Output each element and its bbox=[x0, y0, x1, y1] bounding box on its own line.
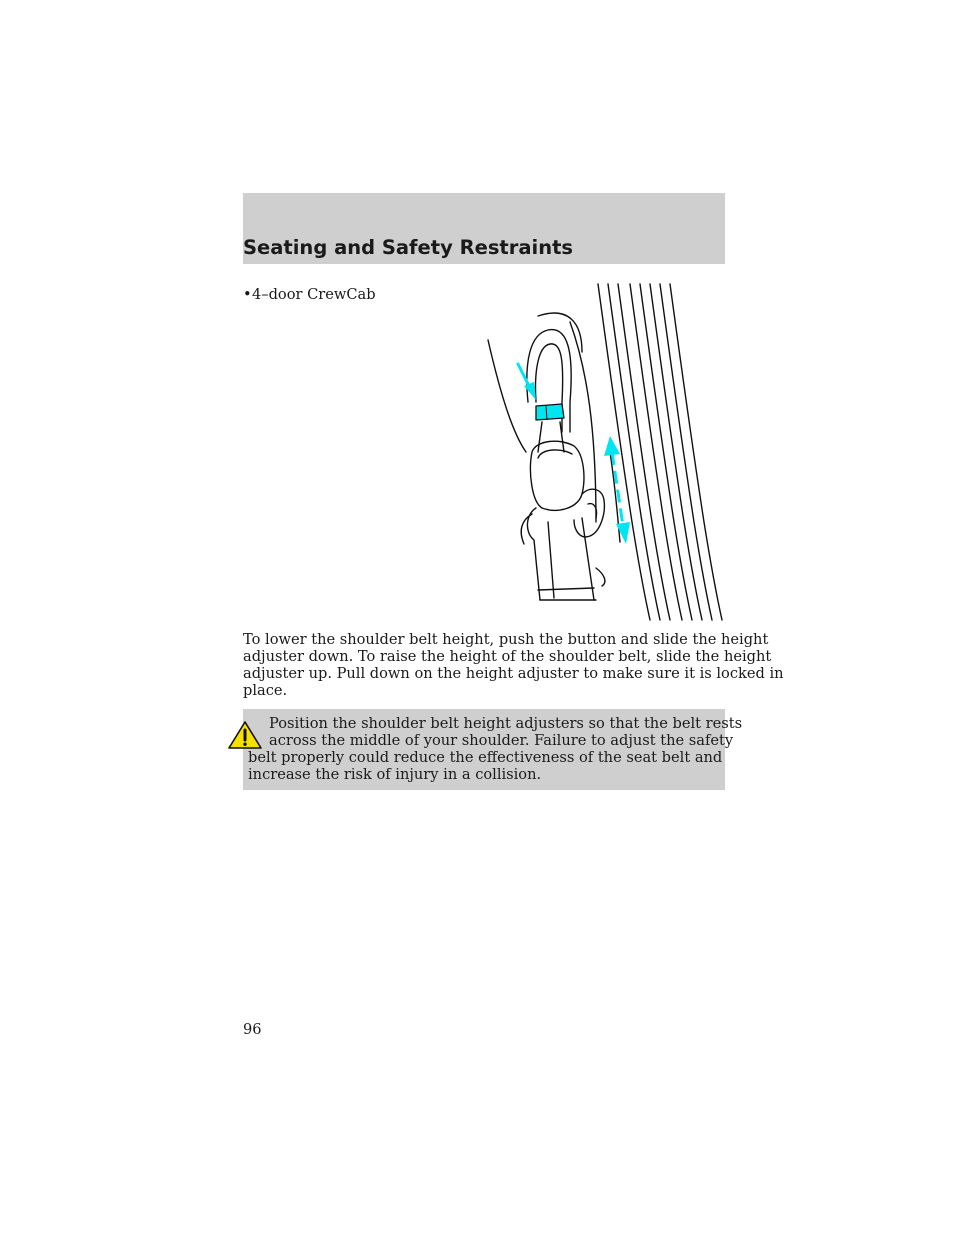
warning-line: Position the shoulder belt height adjusters so that the belt rests bbox=[269, 715, 743, 732]
up-down-slide-arrow-icon bbox=[604, 436, 630, 544]
page-number: 96 bbox=[243, 1021, 262, 1038]
section-title: Seating and Safety Restraints bbox=[243, 236, 574, 259]
body-line: To lower the shoulder belt height, push the button and slide the height bbox=[243, 631, 769, 648]
shoulder-belt-height-adjuster-illustration bbox=[478, 282, 728, 622]
body-line: adjuster up. Pull down on the height adjuster to make sure it is locked in bbox=[243, 665, 784, 682]
warning-line: across the middle of your shoulder. Failure to adjust the safety bbox=[269, 732, 734, 749]
body-line: adjuster down. To raise the height of the shoulder belt, slide the height bbox=[243, 648, 772, 665]
warning-text bbox=[248, 715, 743, 783]
warning-line: belt properly could reduce the effectiveness of the seat belt and bbox=[248, 749, 723, 766]
bullet-symbol: • bbox=[243, 286, 252, 303]
height-adjuster-button bbox=[536, 404, 564, 420]
body-paragraph bbox=[243, 631, 784, 699]
bullet-item bbox=[243, 286, 376, 303]
warning-line: increase the risk of injury in a collision. bbox=[248, 766, 542, 783]
bullet-text: 4–door CrewCab bbox=[252, 286, 376, 303]
body-line: place. bbox=[243, 682, 288, 699]
